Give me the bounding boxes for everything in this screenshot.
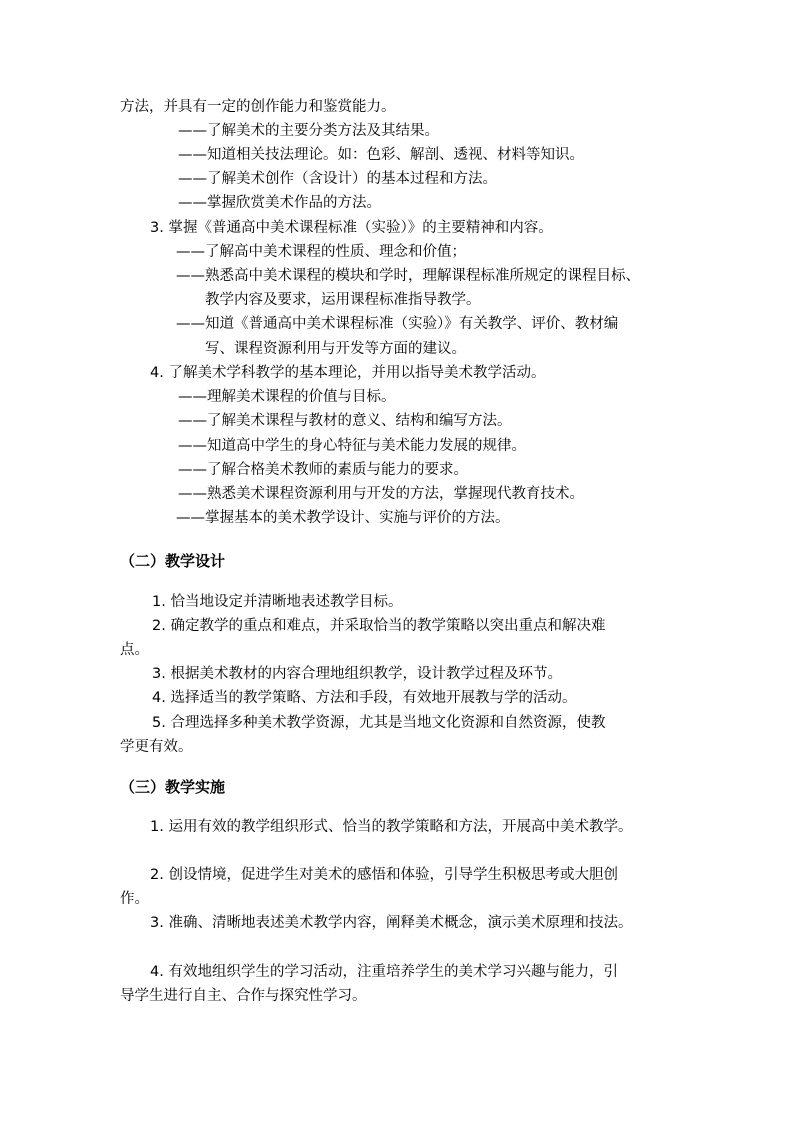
text-line: ——了解美术创作（含设计）的基本过程和方法。 [178, 171, 497, 187]
text-line: 点。 [120, 642, 149, 658]
text-line: 3. 根据美术教材的内容合理地组织教学，设计教学过程及环节。 [152, 666, 562, 682]
text-line: 4. 了解美术学科教学的基本理论，并用以指导美术教学活动。 [150, 365, 546, 381]
text-line: ——理解美术课程的价值与目标。 [178, 389, 396, 405]
text-line: ——熟悉美术课程资源利用与开发的方法，掌握现代教育技术。 [178, 486, 584, 502]
text-line: 4. 选择适当的教学策略、方法和手段，有效地开展教与学的活动。 [152, 690, 577, 706]
text-line: 1. 恰当地设定并清晰地表述教学目标。 [152, 594, 403, 610]
text-line: 2. 确定教学的重点和难点，并采取恰当的教学策略以突出重点和解决难 [152, 618, 606, 634]
text-line: ——知道相关技法理论。如：色彩、解剖、透视、材料等知识。 [178, 147, 584, 163]
text-line: 学更有效。 [120, 739, 193, 755]
text-line: ——了解美术的主要分类方法及其结果。 [178, 123, 439, 139]
text-line: 2. 创设情境，促进学生对美术的感悟和体验，引导学生积极思考或大胆创 [150, 867, 618, 883]
text-line: 3. 掌握《普通高中美术课程标准（实验）》的主要精神和内容。 [150, 220, 553, 236]
text-line: ——了解美术课程与教材的意义、结构和编写方法。 [178, 413, 512, 429]
text-line: ——了解高中美术课程的性质、理念和价值； [176, 244, 466, 260]
text-line: 导学生进行自主、合作与探究性学习。 [120, 988, 367, 1004]
text-line: ——知道《普通高中美术课程标准（实验）》有关教学、评价、教材编 [176, 316, 619, 332]
text-line: 写、课程资源利用与开发等方面的建议。 [205, 341, 466, 357]
text-line: ——了解合格美术教师的素质与能力的要求。 [178, 462, 468, 478]
text-line: 教学内容及要求，运用课程标准指导教学。 [205, 292, 481, 308]
text-line: ——熟悉高中美术课程的模块和学时，理解课程标准所规定的课程目标、 [176, 268, 640, 284]
text-line: ——知道高中学生的身心特征与美术能力发展的规律。 [178, 438, 526, 454]
text-line: 1. 运用有效的教学组织形式、恰当的教学策略和方法，开展高中美术教学。 [150, 819, 633, 835]
text-line: 3. 准确、清晰地表述美术教学内容，阐释美术概念，演示美术原理和技法。 [150, 915, 633, 931]
text-line: 5. 合理选择多种美术教学资源，尤其是当地文化资源和自然资源，使教 [152, 715, 606, 731]
text-line: 4. 有效地组织学生的学习活动，注重培养学生的美术学习兴趣与能力，引 [150, 964, 618, 980]
section-heading: （二）教学设计 [120, 552, 226, 570]
text-line: ——掌握欣赏美术作品的方法。 [178, 195, 381, 211]
section-heading: （三）教学实施 [120, 778, 226, 796]
text-line: 方法，并具有一定的创作能力和鉴赏能力。 [120, 99, 396, 115]
text-line: ——掌握基本的美术教学设计、实施与评价的方法。 [176, 510, 510, 526]
text-line: 作。 [120, 891, 149, 907]
